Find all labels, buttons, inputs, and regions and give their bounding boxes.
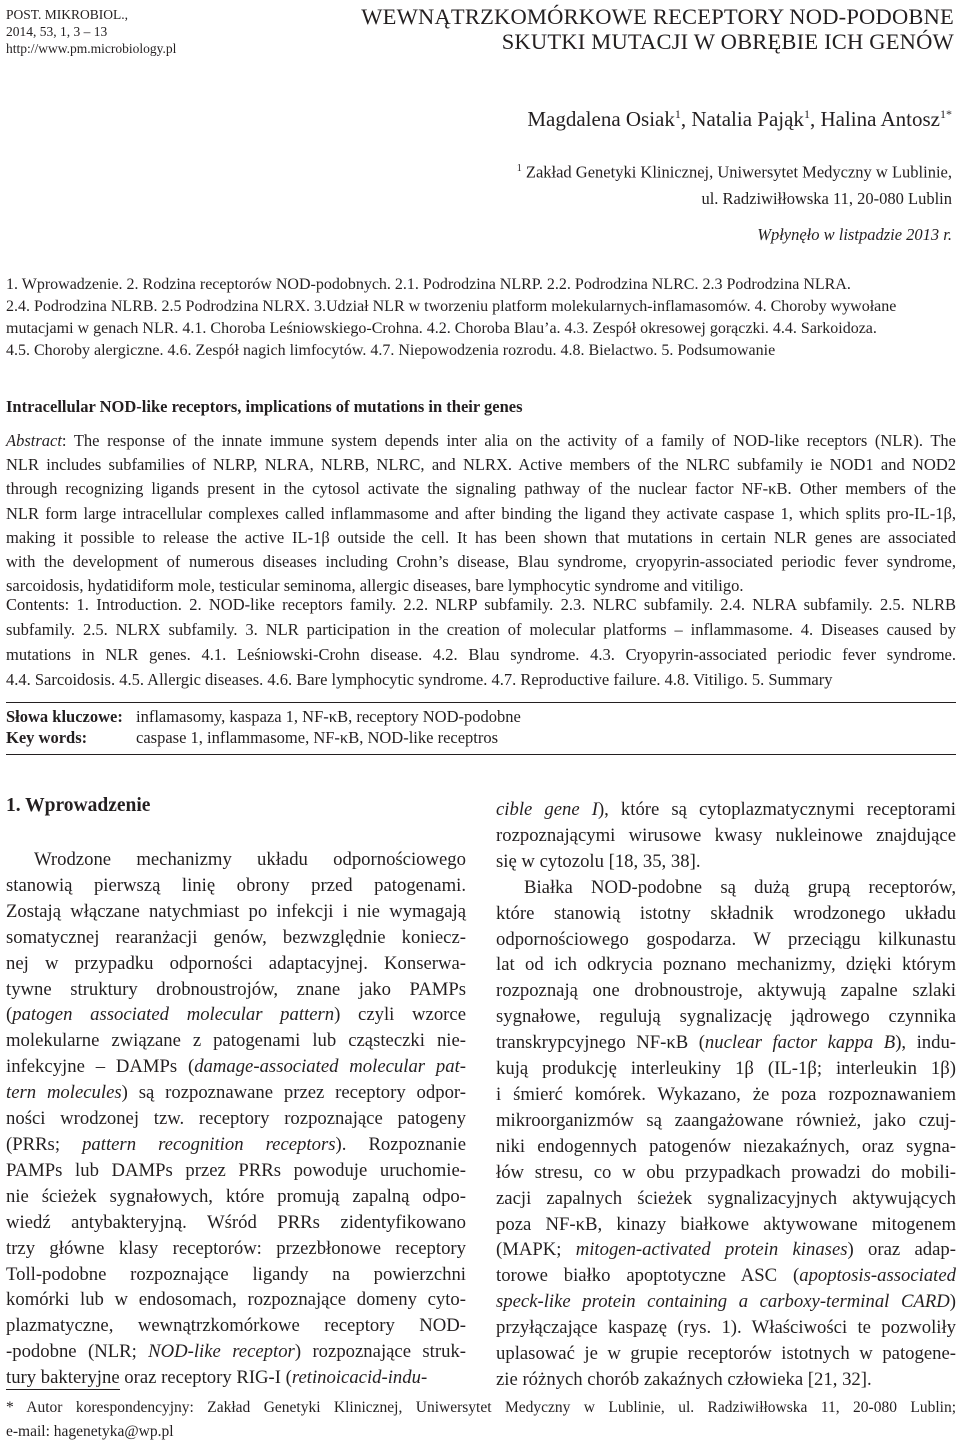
affiliation-marker: 1 [516, 163, 522, 174]
footnote-line-2: e-mail: hagenetyka@wp.pl [6, 1423, 174, 1440]
affiliation [392, 156, 952, 212]
abstract-line: sarcoidosis, hydatidiform mole, testicular seminoma, allergic diseases, bare lymphocytic syndrome and vitiligo. [6, 576, 744, 596]
keywords-pl-value: inflamasomy, kaspaza 1, NF-κB, receptory NOD-podobne [136, 707, 521, 726]
body-line: tern molecules) są rozpoznawane przez receptory odpor- [6, 1082, 467, 1104]
abstract-line: making it possible to release the active IL-1β outside the cell. It has been shown that mutations in certain NLR genes are associated [6, 527, 956, 547]
body-line: tury bakteryjne oraz receptory RIG-I (retinoicacid-indu- [6, 1367, 428, 1389]
author-3-affiliation: 1 [940, 107, 946, 121]
body-line: trzy główne klasy receptorów: przezbłonowe receptory [6, 1237, 466, 1259]
body-line: speck-like protein containing a carboxy-terminal CARD) [496, 1291, 956, 1313]
body-line: lat od ich odkrycia poznano mechanizmy, dzięki którym [496, 954, 956, 976]
author-list [527, 107, 952, 132]
table-of-contents-pl [6, 274, 956, 362]
body-line: PAMPs lub DAMPs przez PRRs powoduje uruchomie- [6, 1159, 466, 1181]
toc-line: 1. Wprowadzenie. 2. Rodzina receptorów NOD-podobnych. 2.1. Podrodzina NLRP. 2.2. Podrodzina NLRC. 2.3 Podrodzina NLRA. [6, 276, 851, 293]
toc-line: mutacjami w genach NLR. 4.1. Choroba Leśniowskiego-Crohna. 4.2. Choroba Blau’a. 4.3. Zespół okresowej gorączki. 4.4. Sarkoidoza. [6, 320, 877, 337]
abstract-label: Abstract [6, 431, 62, 450]
body-column-left [6, 847, 466, 1391]
body-line: uplasować je w grupie receptorów istotnych w patogene- [496, 1343, 956, 1365]
body-line: niki endogennych patogenów niezakaźnych, oraz sygna- [496, 1135, 956, 1157]
abstract-line: Abstract: The response of the innate immune system depends inter alia on the activity of a family of NOD-like receptors (NLR). The [6, 431, 956, 450]
body-line: odpornościowego gospodarza. W przeciągu kilkunastu [496, 928, 956, 950]
body-line: Wrodzone mechanizmy układu odpornościowego [34, 849, 466, 870]
toc-line: 2.4. Podrodzina NLRB. 2.5 Podrodzina NLRX. 3.Udział NLR w tworzeniu platform molekularnych-inflamasomów. 4. Choroby wywołane [6, 298, 897, 315]
author-2: , Natalia Pająk [680, 107, 804, 131]
footnote [6, 1396, 956, 1444]
footnote-line-1: * Autor korespondencyjny: Zakład Genetyki Klinicznej, Uniwersytet Medyczny w Lublinie, ul. Radziwiłłowska 11, 20-080 Lublin; [6, 1399, 956, 1416]
body-line: molekularne związane z patogenami lub cząsteczki nie- [6, 1030, 466, 1052]
received-date: Wpłynęło w listpadzie 2013 r. [757, 225, 952, 244]
keywords-pl-label: Słowa kluczowe: [6, 707, 123, 726]
contents-en [6, 592, 956, 692]
body-line: łów stresu, co w obu przypadkach prowadzi do mobili- [496, 1161, 956, 1183]
english-title: Intracellular NOD-like receptors, implications of mutations in their genes [6, 397, 523, 416]
corresponding-mark: * [946, 107, 952, 121]
body-line: przyłączające kaspazę (rys. 1). Właściwości te pozwoliły [496, 1317, 956, 1339]
body-column-right [496, 797, 956, 1393]
body-line: poza NF-κB, kinazy białkowe aktywowane mitogenem [496, 1213, 956, 1235]
journal-name: POST. MIKROBIOL., [6, 7, 129, 22]
contents-line: mutations in NLR genes. 4.1. Leśniowski-Crohn disease. 4.2. Blau syndrome. 4.3. Cryopyrin-associated periodic fever syndrome. [6, 645, 956, 664]
section-heading: 1. Wprowadzenie [6, 795, 151, 816]
body-line: torowe białko apoptotyczne ASC (apoptosis-associated [496, 1265, 956, 1287]
body-line: somatycznej rearanżacji genów, bezwzględnie koniecz- [6, 926, 466, 948]
contents-line: Contents: 1. Introduction. 2. NOD-like receptors family. 2.2. NLRP subfamily. 2.3. NLRC subfamily. 2.4. NLRA subfamily. 2.5. NLRB [6, 595, 956, 614]
affiliation-line-1: Zakład Genetyki Klinicznej, Uniwersytet Medyczny w Lublinie, [521, 162, 952, 182]
body-line: cible gene I), które są cytoplazmatycznymi receptorami [496, 799, 956, 820]
contents-line: 4.4. Sarcoidosis. 4.5. Allergic diseases. 4.6. Bare lymphocytic syndrome. 4.7. Reproductive failure. 4.8. Vitiligo. 5. Summary [6, 670, 833, 689]
keywords-en-label: Key words: [6, 728, 88, 747]
footnote-rule [6, 1389, 120, 1390]
article-title-line-2: SKUTKI MUTACJI W OBRĘBIE ICH GENÓW [501, 29, 954, 54]
body-line: sygnałowe, regulują sygnalizację jądrowego czynnika [496, 1006, 956, 1028]
body-line: -podobne (NLR; NOD-like receptor) rozpoznające struk- [6, 1341, 467, 1363]
body-line: plazmatyczne, wewnątrzkomórkowe receptory NOD- [6, 1315, 466, 1337]
divider [6, 754, 956, 755]
toc-line: 4.5. Choroby alergiczne. 4.6. Zespół nagich limfocytów. 4.7. Niepowodzenia rozrodu. 4.8. Bielactwo. 5. Podsumowanie [6, 342, 776, 359]
article-title [300, 4, 954, 54]
body-line: zacji zapalnych ścieżek sygnalizacyjnych aktywujących [496, 1187, 956, 1209]
body-line: (patogen associated molecular pattern) czyli wzorce [6, 1004, 466, 1026]
author-2-affiliation: 1 [803, 107, 810, 121]
abstract-line: NLR includes subfamilies of NLRP, NLRA, NLRB, NLRC, and NLRX. Active members of the NLRC subfamily ie NOD1 and NOD2 [6, 455, 956, 475]
body-line: rozpoznają one drobnoustroje, aktywują zapalne szlaki [496, 980, 956, 1002]
body-line: nie ścieżek sygnałowych, które promują zapalną odpo- [6, 1185, 466, 1207]
body-line: mikroorganizmów są zaangażowane również, jako czuj- [496, 1109, 956, 1131]
body-line: (PRRs; pattern recognition receptors). Rozpoznanie [6, 1133, 466, 1155]
body-line: które stanowią istotny składnik wrodzonego układu [496, 902, 956, 924]
body-line: i śmierć komórek. Wykazano, że poza rozpoznawaniem [496, 1083, 956, 1105]
author-3: , Halina Antosz [809, 107, 940, 131]
body-line: (MAPK; mitogen-activated protein kinases) oraz adap- [496, 1239, 956, 1261]
body-line: nej w przypadku odporności adaptacyjnej. Konserwa- [6, 952, 466, 974]
journal-reference [6, 6, 176, 57]
body-line: infekcyjne – DAMPs (damage-associated molecular pat- [6, 1056, 466, 1078]
body-line: stanowią pierwszą linię obrony przed patogenami. [6, 874, 466, 896]
body-line: Zostają włączane natychmiast po infekcji i nie wymagają [6, 900, 466, 922]
affiliation-line-2: ul. Radziwiłłowska 11, 20-080 Lublin [701, 188, 952, 208]
body-line: Toll-podobne rozpoznające ligandy na powierzchni [6, 1263, 466, 1285]
body-line: rozpoznającymi wirusowe kwasy nukleinowe znajdujące [496, 824, 956, 846]
divider [6, 702, 956, 703]
article-title-line-1: WEWNĄTRZKOMÓRKOWE RECEPTORY NOD-PODOBNE [361, 4, 954, 29]
body-line: tywne struktury drobnoustrojów, znane jako PAMPs [6, 978, 466, 1000]
author-1: Magdalena Osiak [527, 107, 675, 131]
body-line: kują produkcję interleukiny 1β (IL-1β; interleukin 1β) [496, 1058, 956, 1080]
body-line: Białka NOD-podobne są dużą grupą receptorów, [524, 876, 956, 898]
abstract-line: NLR form large intracellular complexes called inflammasome and after binding the ligand they activate caspase 1, which splits pro-IL-1β, [6, 503, 956, 523]
body-line: ności wrodzonej tzw. receptory rozpoznające patogeny [6, 1108, 466, 1130]
body-line: wiedź antybakteryjną. Wśród PRRs zidentyfikowano [6, 1211, 466, 1233]
abstract-line: with the development of numerous diseases including Crohn’s disease, Blau syndrome, cryopyrin-associated periodic fever syndrome, [6, 552, 956, 572]
keywords-block [6, 706, 521, 748]
contents-line: subfamily. 2.5. NLRX subfamily. 3. NLR participation in the creation of molecular platforms – inflammasome. 4. Diseases caused by [6, 620, 956, 639]
body-line: komórki lub w endosomach, rozpoznające domeny cyto- [6, 1289, 466, 1311]
abstract-line: through recognizing ligands present in the cytosol activate the signaling pathway of the nuclear factor NF-κB. Other members of the [6, 479, 956, 499]
body-line: transkrypcyjnego NF-κB (nuclear factor kappa B), indu- [496, 1032, 957, 1054]
body-line: zie różnych chorób zakaźnych człowieka [21, 32]. [496, 1368, 872, 1390]
journal-url[interactable]: http://www.pm.microbiology.pl [6, 41, 177, 56]
journal-volume: 2014, 53, 1, 3 – 13 [6, 24, 108, 39]
author-1-affiliation: 1 [674, 107, 681, 121]
abstract [6, 429, 956, 598]
body-line: się w cytozolu [18, 35, 38]. [496, 850, 701, 872]
keywords-en-value: caspase 1, inflammasome, NF-κB, NOD-like receptros [136, 728, 499, 747]
